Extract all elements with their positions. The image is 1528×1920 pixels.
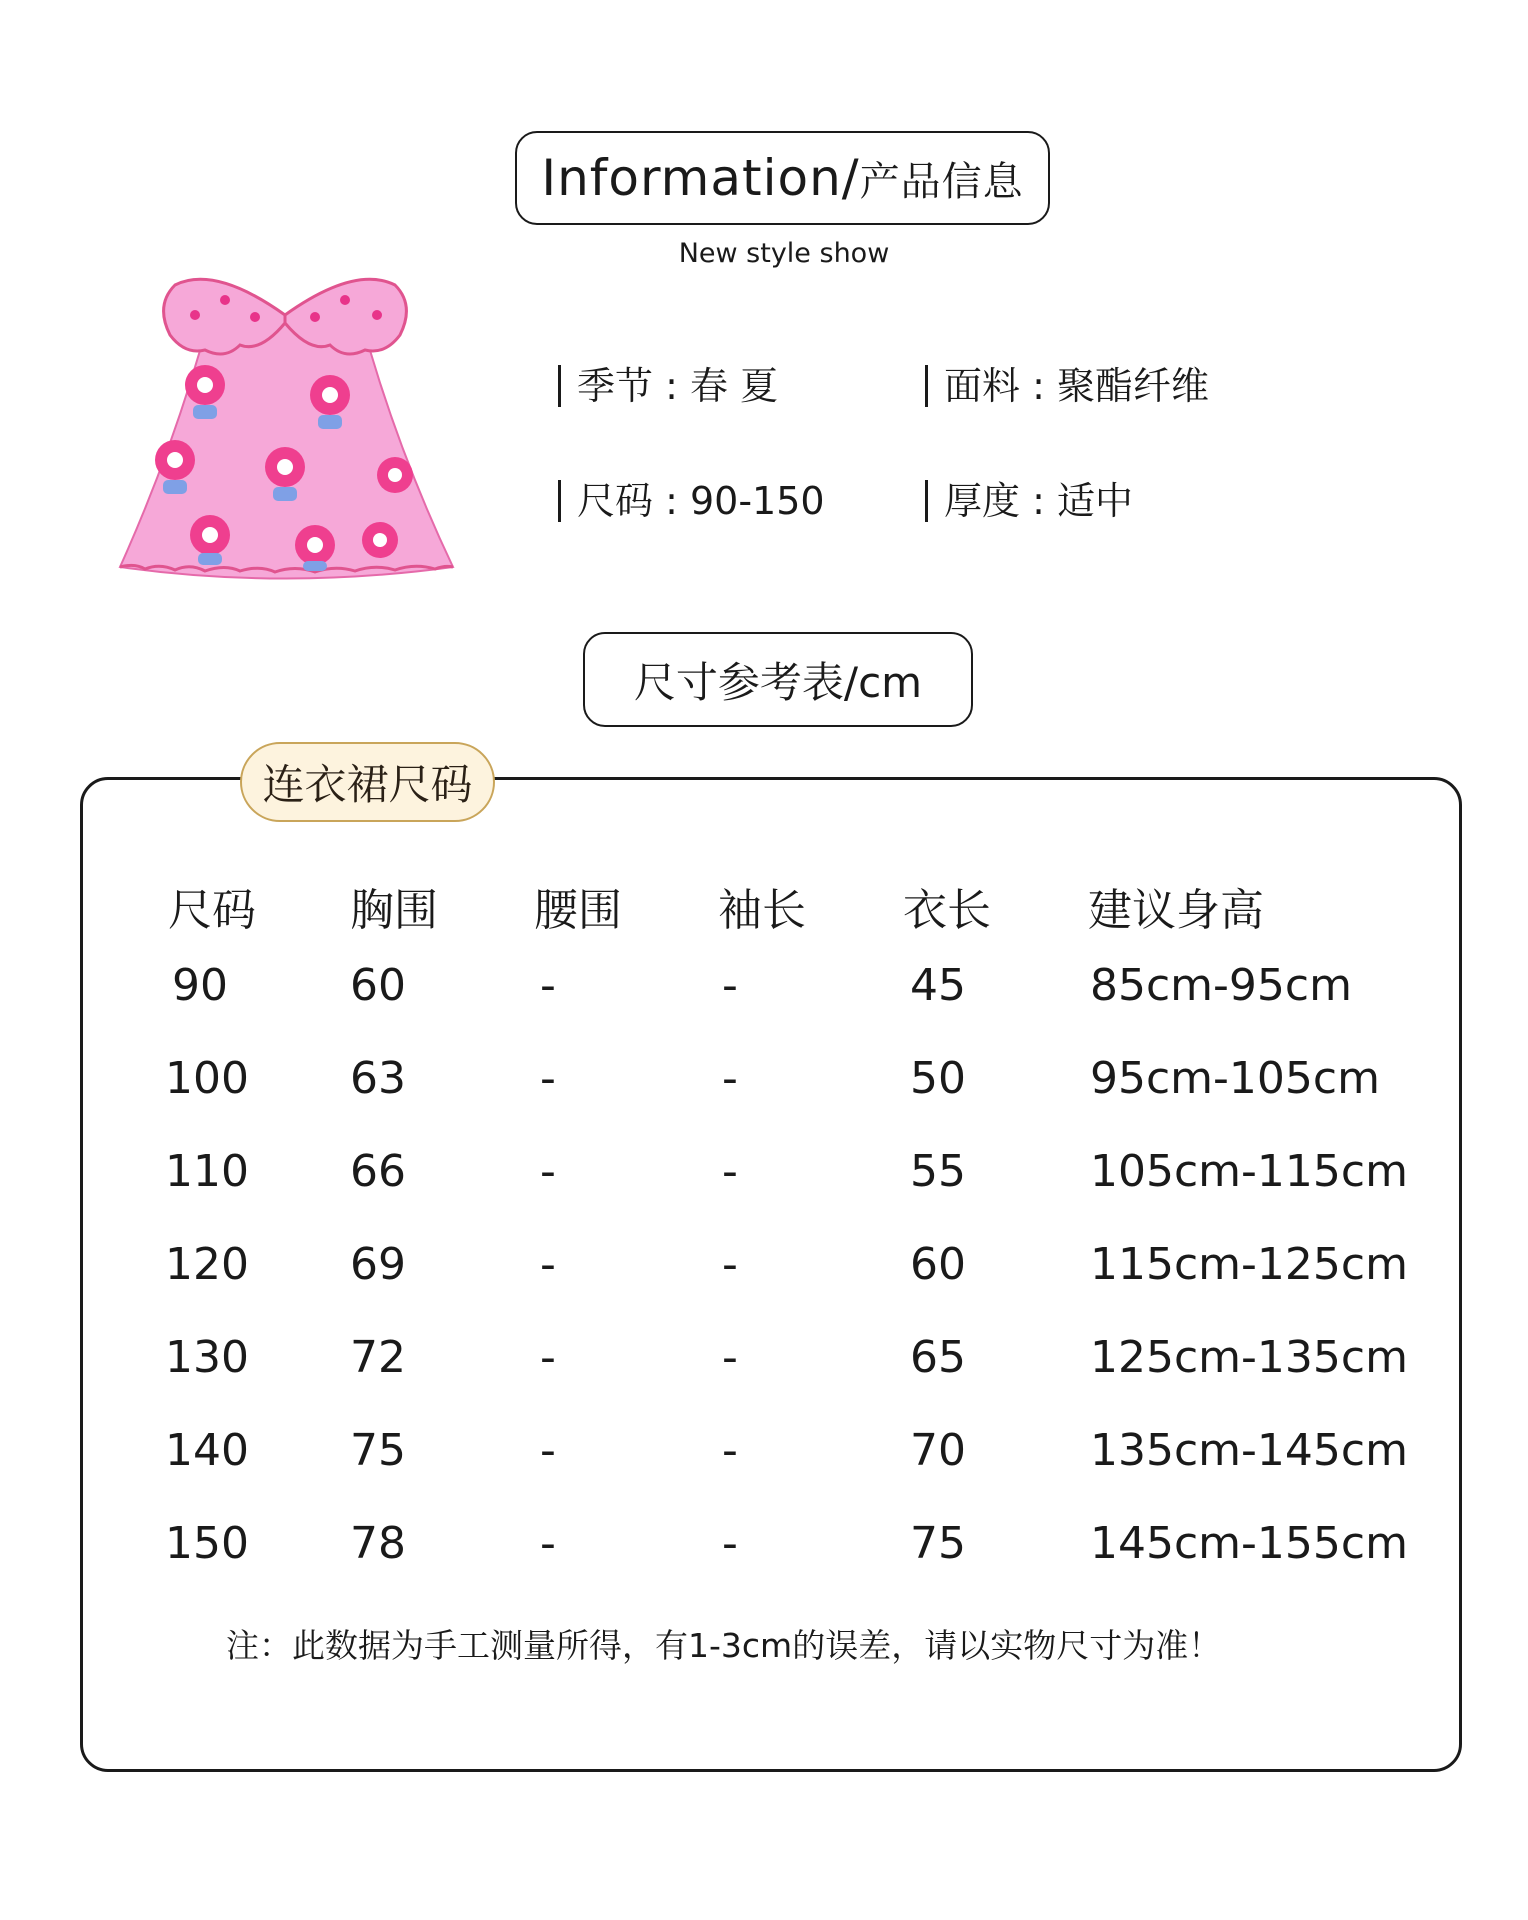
attr-size-text: 尺码 : 90-150: [577, 479, 825, 523]
col-header-length: 衣长: [903, 885, 991, 936]
cell-bust: 69: [350, 1239, 406, 1290]
dress-size-tag-text: 连衣裙尺码: [262, 760, 473, 809]
cell-size: 90: [172, 960, 228, 1011]
cell-waist: -: [540, 960, 556, 1011]
cell-sleeve: -: [722, 1518, 738, 1569]
cell-length: 75: [910, 1518, 966, 1569]
divider-bar: [925, 480, 928, 522]
cell-bust: 75: [350, 1425, 406, 1476]
attr-fabric-text: 面料 : 聚酯纤维: [944, 364, 1209, 408]
divider-bar: [558, 365, 561, 407]
cell-waist: -: [540, 1053, 556, 1104]
cell-waist: -: [540, 1332, 556, 1383]
cell-length: 50: [910, 1053, 966, 1104]
dress-product-image: [115, 245, 460, 590]
col-header-sleeve: 袖长: [718, 885, 806, 936]
cell-sleeve: -: [722, 960, 738, 1011]
cell-size: 150: [165, 1518, 249, 1569]
cell-size: 100: [165, 1053, 249, 1104]
col-header-height: 建议身高: [1088, 885, 1264, 936]
cell-height: 95cm-105cm: [1090, 1053, 1380, 1104]
info-title-en: Information/: [541, 149, 860, 207]
cell-sleeve: -: [722, 1425, 738, 1476]
attr-size: [558, 470, 825, 525]
cell-bust: 78: [350, 1518, 406, 1569]
cell-length: 45: [910, 960, 966, 1011]
attr-fabric: [925, 355, 1209, 410]
cell-sleeve: -: [722, 1332, 738, 1383]
attr-season-text: 季节 : 春 夏: [577, 364, 779, 408]
attr-thickness-text: 厚度 : 适中: [944, 479, 1133, 523]
cell-sleeve: -: [722, 1239, 738, 1290]
cell-height: 105cm-115cm: [1090, 1146, 1408, 1197]
cell-height: 135cm-145cm: [1090, 1425, 1408, 1476]
cell-size: 130: [165, 1332, 249, 1383]
dress-size-tag: [240, 742, 495, 822]
divider-bar: [925, 365, 928, 407]
cell-waist: -: [540, 1518, 556, 1569]
cell-height: 125cm-135cm: [1090, 1332, 1408, 1383]
cell-size: 120: [165, 1239, 249, 1290]
info-title-zh: 产品信息: [859, 158, 1024, 205]
cell-height: 145cm-155cm: [1090, 1518, 1408, 1569]
cell-length: 55: [910, 1146, 966, 1197]
cell-bust: 63: [350, 1053, 406, 1104]
cell-length: 60: [910, 1239, 966, 1290]
subtitle: New style show: [678, 238, 890, 269]
cell-height: 85cm-95cm: [1090, 960, 1352, 1011]
cell-waist: -: [540, 1425, 556, 1476]
attr-season: [558, 355, 778, 410]
attr-thickness: [925, 470, 1133, 525]
cell-waist: -: [540, 1146, 556, 1197]
col-header-bust: 胸围: [350, 885, 438, 936]
cell-bust: 60: [350, 960, 406, 1011]
size-chart-title: 尺寸参考表/cm: [633, 657, 923, 707]
cell-size: 110: [165, 1146, 249, 1197]
cell-size: 140: [165, 1425, 249, 1476]
col-header-size: 尺码: [168, 885, 256, 936]
divider-bar: [558, 480, 561, 522]
col-header-waist: 腰围: [534, 885, 622, 936]
measurement-note: 注：此数据为手工测量所得，有1-3cm的误差，请以实物尺寸为准！: [226, 1626, 1222, 1665]
info-title-pill: [515, 131, 1050, 225]
cell-waist: -: [540, 1239, 556, 1290]
cell-length: 70: [910, 1425, 966, 1476]
cell-sleeve: -: [722, 1146, 738, 1197]
cell-sleeve: -: [722, 1053, 738, 1104]
cell-bust: 72: [350, 1332, 406, 1383]
cell-bust: 66: [350, 1146, 406, 1197]
cell-height: 115cm-125cm: [1090, 1239, 1408, 1290]
cell-length: 65: [910, 1332, 966, 1383]
size-chart-title-pill: [583, 632, 973, 727]
